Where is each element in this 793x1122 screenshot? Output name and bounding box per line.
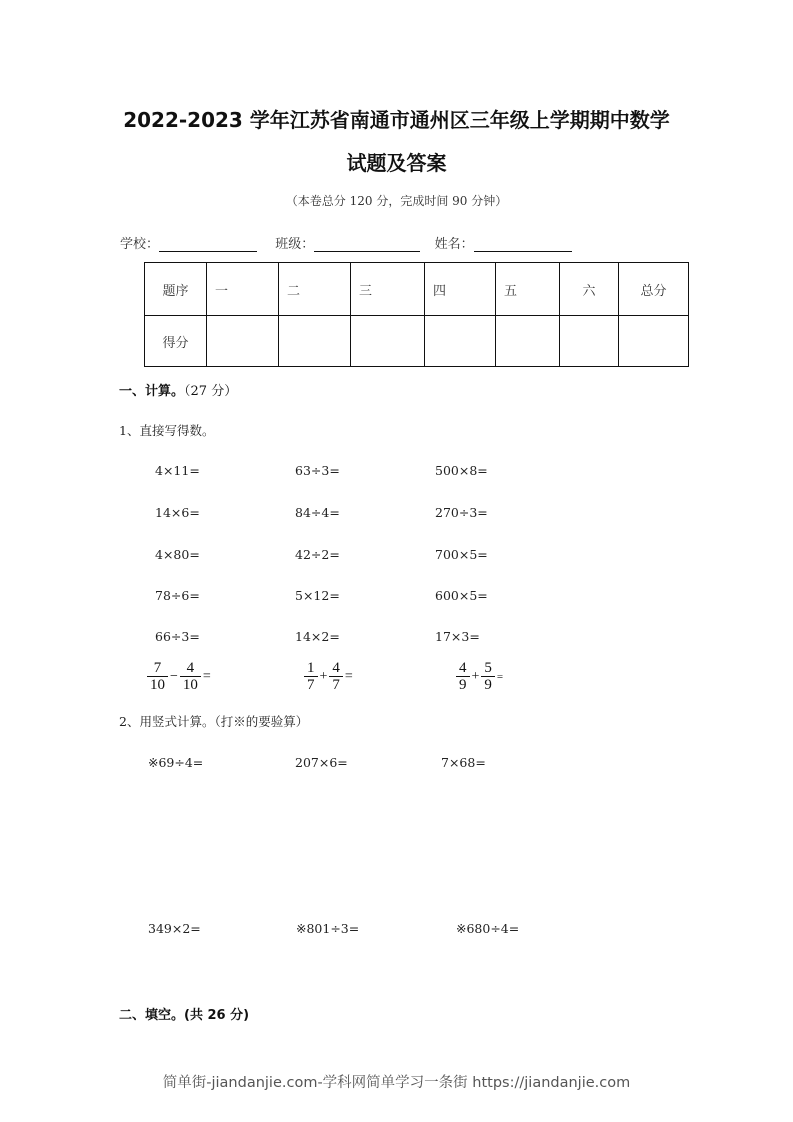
equals-sign: = — [202, 669, 211, 684]
question-2-label: 2、用竖式计算。（打※的要验算） — [119, 714, 309, 729]
score-cell-total[interactable] — [619, 316, 689, 367]
operator: − — [170, 669, 178, 684]
denominator: 9 — [456, 676, 470, 694]
problem-r2-c3: 270÷3= — [435, 505, 488, 520]
equals-sign: = — [496, 671, 504, 683]
problem-r3-c3: 700×5= — [435, 547, 488, 562]
header-cell-2: 二 — [279, 263, 351, 316]
denominator: 10 — [147, 676, 168, 694]
numerator: 5 — [484, 660, 492, 676]
score-cell-6[interactable] — [560, 316, 619, 367]
vertical-problem-r2-c2: ※801÷3= — [296, 921, 360, 936]
problem-r3-c2: 42÷2= — [295, 547, 340, 562]
score-cell-2[interactable] — [279, 316, 351, 367]
section-2-heading — [119, 1004, 249, 1023]
section-2-title: 二、填空。 — [119, 1008, 185, 1023]
denominator: 7 — [304, 676, 318, 694]
question-1-label: 1、直接写得数。 — [119, 423, 215, 438]
header-cell-1: 一 — [207, 263, 279, 316]
denominator: 7 — [329, 676, 343, 694]
score-cell-5[interactable] — [496, 316, 560, 367]
fraction-problem-1 — [146, 660, 212, 694]
vertical-problem-r2-c3: ※680÷4= — [456, 921, 520, 936]
fraction-a — [147, 660, 168, 694]
problem-r4-c3: 600×5= — [435, 588, 488, 603]
score-cell-3[interactable] — [351, 316, 425, 367]
section-1-points: （27 分） — [184, 384, 238, 399]
name-field[interactable] — [474, 237, 572, 252]
score-table-header-row — [145, 263, 689, 316]
numerator: 7 — [153, 660, 162, 676]
school-field[interactable] — [159, 237, 257, 252]
numerator: 4 — [332, 660, 340, 676]
vertical-problem-r1-c2: 207×6= — [295, 755, 348, 770]
header-cell-question-number: 题序 — [145, 263, 207, 316]
fraction-a — [304, 660, 318, 694]
document-title-line-2: 试题及答案 — [346, 151, 447, 175]
numerator: 4 — [459, 660, 467, 676]
score-table-score-row — [145, 316, 689, 367]
class-field[interactable] — [314, 237, 420, 252]
fraction-b — [481, 660, 495, 694]
fraction-problem-2 — [303, 660, 354, 694]
denominator: 9 — [481, 676, 495, 694]
problem-r5-c1: 66÷3= — [155, 629, 200, 644]
problem-r3-c1: 4×80= — [155, 547, 200, 562]
info-fields — [120, 233, 572, 252]
name-label: 姓名： — [434, 237, 474, 252]
score-cell-1[interactable] — [207, 316, 279, 367]
vertical-problem-r2-c1: 349×2= — [148, 921, 201, 936]
problem-r1-c2: 63÷3= — [295, 463, 340, 478]
problem-r4-c1: 78÷6= — [155, 588, 200, 603]
header-cell-total: 总分 — [619, 263, 689, 316]
document-subtitle: （本卷总分 120 分，完成时间 90 分钟） — [285, 194, 508, 208]
header-cell-5: 五 — [496, 263, 560, 316]
section-2-points: (共 26 分) — [184, 1008, 250, 1023]
vertical-problem-r1-c1: ※69÷4= — [148, 755, 204, 770]
section-1-heading — [119, 380, 237, 399]
numerator: 4 — [186, 660, 195, 676]
fraction-b — [329, 660, 343, 694]
fraction-problem-3 — [455, 660, 504, 694]
operator: + — [471, 669, 480, 684]
document-title-line-1: 2022-2023 学年江苏省南通市通州区三年级上学期期中数学 — [123, 108, 670, 132]
section-1-title: 一、计算。 — [119, 384, 185, 399]
problem-r2-c1: 14×6= — [155, 505, 200, 520]
footer-watermark: 简单街-jiandanjie.com-学科网简单学习一条街 https://jiandanjie.com — [162, 1075, 631, 1091]
score-table — [144, 262, 689, 367]
header-cell-6: 六 — [560, 263, 619, 316]
numerator: 1 — [307, 660, 315, 676]
operator: + — [319, 669, 328, 684]
problem-r1-c1: 4×11= — [155, 463, 200, 478]
problem-r2-c2: 84÷4= — [295, 505, 340, 520]
school-label: 学校： — [120, 237, 160, 252]
class-label: 班级： — [275, 237, 315, 252]
fraction-b — [180, 660, 201, 694]
problem-r4-c2: 5×12= — [295, 588, 340, 603]
header-cell-3: 三 — [351, 263, 425, 316]
problem-r5-c2: 14×2= — [295, 629, 340, 644]
vertical-problem-r1-c3: 7×68= — [441, 755, 486, 770]
problem-r1-c3: 500×8= — [435, 463, 488, 478]
equals-sign: = — [344, 669, 353, 684]
score-cell-4[interactable] — [425, 316, 496, 367]
denominator: 10 — [180, 676, 201, 694]
fraction-a — [456, 660, 470, 694]
problem-r5-c3: 17×3= — [435, 629, 480, 644]
header-cell-4: 四 — [425, 263, 496, 316]
score-row-label: 得分 — [145, 316, 207, 367]
